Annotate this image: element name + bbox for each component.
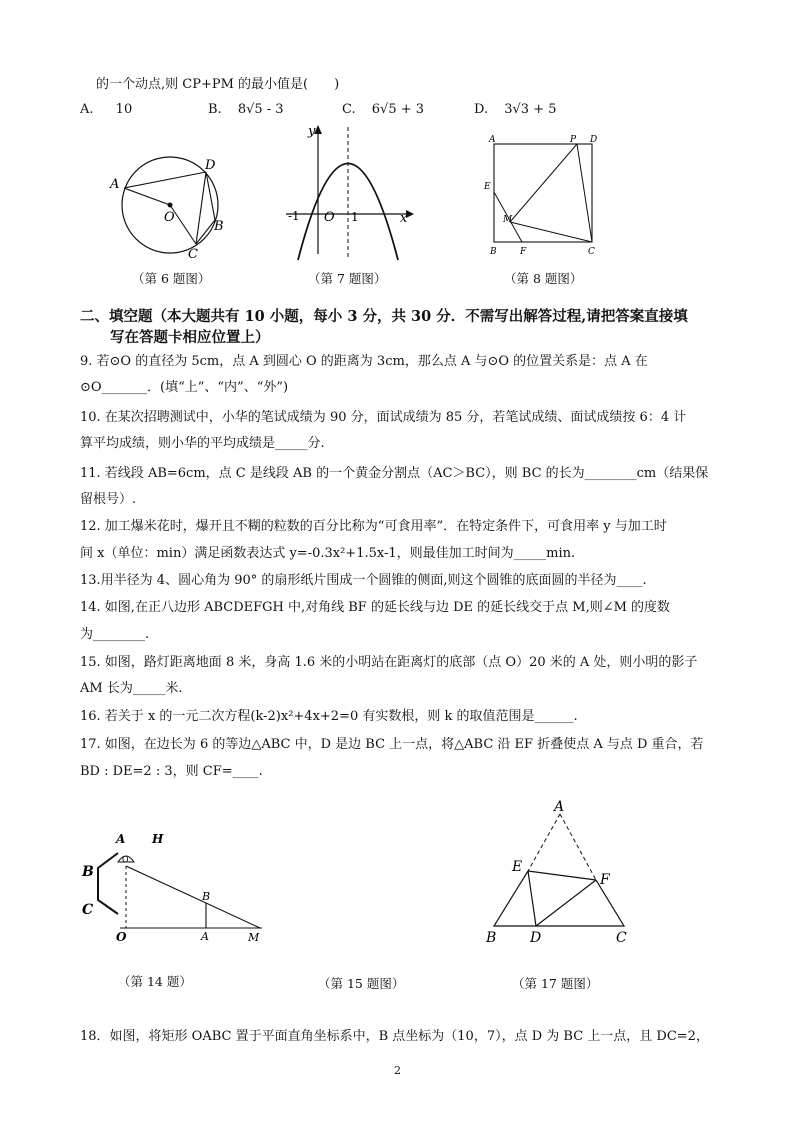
question-continuation: 的一个动点,则 CP+PM 的最小值是( ) [96,77,340,92]
figure-15-lamp [112,840,272,950]
section-heading: 二、填空题（本大题共有 10 小题，每小 3 分，共 30 分．不需写出解答过程,请把答案直接填 [80,308,688,325]
label-d: D [530,930,542,946]
option-value: 8√5 - 3 [237,102,284,117]
question-10: 10. 在某次招聘测试中，小华的笔试成绩为 90 分，面试成绩为 85 分，若笔试成绩、面试成绩按 6：4 计 [80,410,687,425]
label-h: H [152,832,164,846]
label-x: x [400,211,408,226]
question-17: 17. 如图，在边长为 6 的等边△ABC 中，D 是边 BC 上一点，将△ABC 沿 EF 折叠使点 A 与点 D 重合，若 [80,737,704,752]
question-17-cont: BD : DE=2 : 3，则 CF=____. [80,764,263,779]
label-minus-1: -1 [288,209,300,223]
question-15-cont: AM 长为_____米. [80,681,183,696]
question-9-cont: ⊙O_______．(填“上”、“内”、“外”) [80,380,289,395]
lamp-o-label: O [122,855,129,864]
figure-17-caption: （第 17 题图） [512,976,599,991]
label-o: O [164,210,175,225]
label-p: P [570,135,577,145]
label-b: B [486,930,497,946]
figure-14-caption: （第 14 题） [118,974,192,989]
question-16: 16. 若关于 x 的一元二次方程(k-2)x²+4x+2=0 有实数根，则 k 的取值范围是______. [80,709,578,724]
option-value: 3√3 + 5 [504,102,557,117]
label-m: M [248,931,260,944]
question-11-cont: 留根号）. [80,492,137,507]
option-letter: C. [342,102,356,117]
option-b[interactable] [208,100,284,120]
label-b: B [82,864,94,880]
option-value: 10 [115,102,133,117]
figure-15-caption: （第 15 题图） [318,976,405,991]
question-12: 12. 加工爆米花时，爆开且不糊的粒数的百分比称为“可食用率”．在特定条件下，可食用率 y 与加工时 [80,519,667,534]
figure-6-caption: （第 6 题图） [132,271,211,286]
label-a: A [116,832,126,846]
question-11: 11. 若线段 AB=6cm，点 C 是线段 AB 的一个黄金分割点（AC＞BC），则 BC 的长为________cm（结果保 [80,466,709,481]
figure-17-triangle [478,796,638,948]
label-b: B [202,890,211,903]
label-d: D [590,135,598,145]
option-d[interactable] [474,100,557,120]
label-o: O [324,210,335,225]
question-14-cont: 为________. [80,627,150,642]
label-y: y [308,124,316,139]
figure-8-square [480,130,605,265]
question-15: 15. 如图，路灯距离地面 8 米，身高 1.6 米的小明站在距离灯的底部（点 O）20 米的 A 处，则小明的影子 [80,655,698,670]
label-f: F [520,247,527,257]
page-number: 2 [394,1064,401,1077]
label-a: A [110,177,120,192]
label-b: B [214,219,224,234]
option-letter: D. [474,102,489,117]
label-f: F [600,872,610,888]
label-1: 1 [351,210,359,224]
label-c: C [82,902,94,918]
label-o: O [116,930,127,944]
figure-7-caption: （第 7 题图） [308,271,387,286]
label-d: D [205,158,216,173]
question-14: 14. 如图,在正八边形 ABCDEFGH 中,对角线 BF 的延长线与边 DE 的延长线交于点 M,则∠M 的度数 [80,600,671,615]
option-c[interactable] [342,100,424,120]
option-a[interactable] [80,100,132,120]
label-e: E [484,182,491,192]
label-b: B [490,247,497,257]
section-heading-cont: 写在答题卡相应位置上） [110,329,270,346]
label-e: E [512,859,523,875]
label-m: M [503,215,513,225]
figure-6-circle [108,150,238,265]
option-letter: A. [80,102,94,117]
label-c: C [616,930,627,946]
question-10-cont: 算平均成绩，则小华的平均成绩是_____分. [80,436,325,451]
figure-7-parabola [278,122,418,262]
label-c: C [188,247,198,262]
option-value: 6√5 + 3 [371,102,425,117]
question-13: 13.用半径为 4、圆心角为 90° 的扇形纸片围成一个圆锥的侧面,则这个圆锥的底面圆的半径为____. [80,573,647,588]
figure-8-caption: （第 8 题图） [504,271,583,286]
question-9: 9. 若⊙O 的直径为 5cm，点 A 到圆心 O 的距离为 3cm，那么点 A 与⊙O 的位置关系是：点 A 在 [80,354,648,369]
label-a: A [201,930,209,943]
label-a: A [489,135,496,145]
label-c: C [588,247,595,257]
option-letter: B. [208,102,222,117]
question-18: 18．如图，将矩形 OABC 置于平面直角坐标系中，B 点坐标为（10，7），点 D 为 BC 上一点，且 DC=2， [80,1029,709,1044]
label-a: A [554,799,565,815]
question-12-cont: 间 x（单位：min）满足函数表达式 y=-0.3x²+1.5x-1，则最佳加工时间为_____min. [80,546,576,561]
